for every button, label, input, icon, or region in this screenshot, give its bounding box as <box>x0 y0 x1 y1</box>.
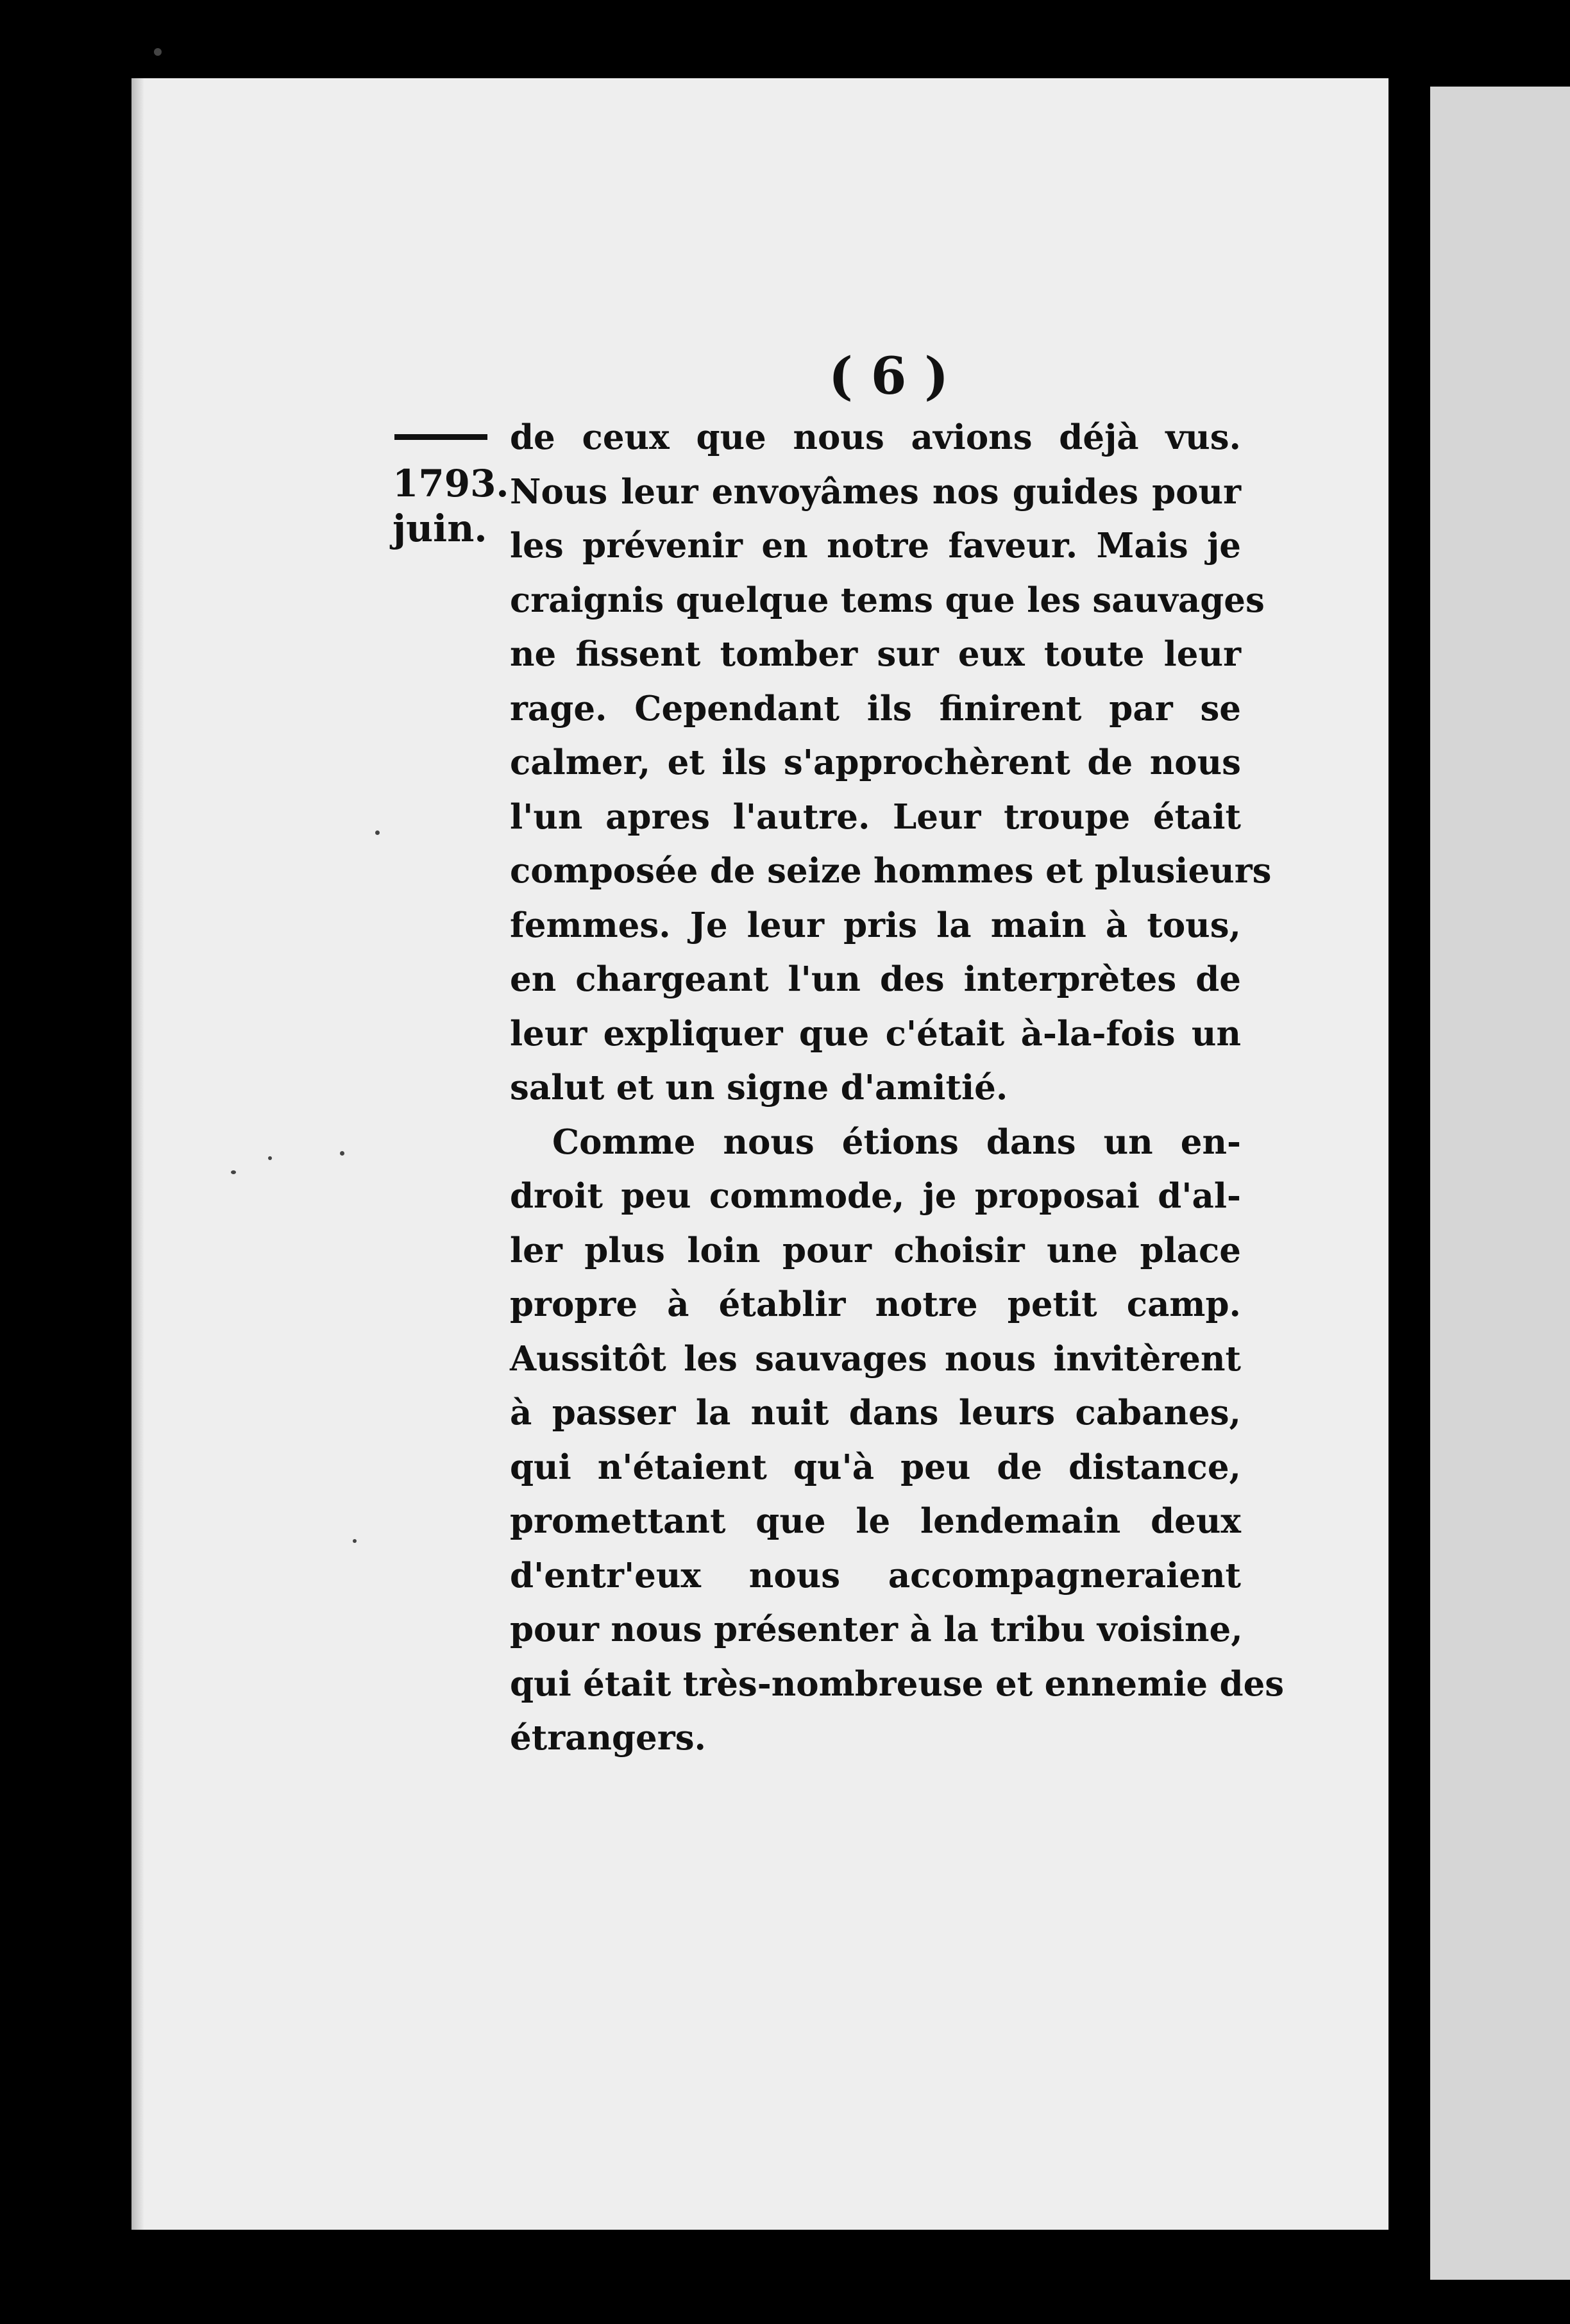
text-line: Nous leur envoyâmes nos guides pour <box>510 471 1241 512</box>
adjacent-page-edge <box>1430 87 1570 2280</box>
text-line: leur expliquer que c'était à-la-fois un <box>510 1013 1241 1054</box>
text-line: composée de seize hommes et plusieurs <box>510 851 1272 891</box>
paper-speck <box>268 1156 272 1160</box>
page-gutter-shadow <box>131 78 144 2230</box>
text-line: rage. Cependant ils finirent par se <box>510 688 1241 728</box>
text-line: promettant que le lendemain deux <box>510 1501 1241 1541</box>
margin-year: 1793. <box>393 462 509 505</box>
margin-month: juin. <box>393 507 487 550</box>
margin-rule <box>394 434 487 440</box>
text-line: d'entr'eux nous accompagneraient <box>510 1555 1241 1596</box>
text-line: l'un apres l'autre. Leur troupe était <box>510 796 1241 837</box>
text-line: craignis quelque tems que les sauvages <box>510 580 1265 620</box>
text-line: salut et un signe d'amitié. <box>510 1068 1008 1107</box>
body-text <box>510 410 1285 1765</box>
text-line: ler plus loin pour choisir une place <box>510 1230 1241 1270</box>
paper-speck <box>154 48 162 56</box>
text-line: en chargeant l'un des interprètes de <box>510 959 1241 999</box>
paper-speck <box>375 830 380 835</box>
paper-speck <box>340 1151 344 1156</box>
text-line: qui était très-nombreuse et ennemie des <box>510 1663 1285 1704</box>
paper-speck <box>353 1539 357 1543</box>
text-line: calmer, et ils s'approchèrent de nous <box>510 743 1241 782</box>
text-line: pour nous présenter à la tribu voisine, <box>510 1610 1243 1649</box>
text-line: qui n'étaient qu'à peu de distance, <box>510 1447 1241 1487</box>
text-line: à passer la nuit dans leurs cabanes, <box>510 1393 1241 1433</box>
paper-speck <box>231 1170 236 1174</box>
text-line: droit peu commode, je proposai d'al- <box>510 1176 1241 1216</box>
text-line: les prévenir en notre faveur. Mais je <box>510 526 1241 566</box>
text-line: de ceux que nous avions déjà vus. <box>510 417 1241 457</box>
text-line: ne fissent tomber sur eux toute leur <box>510 634 1241 674</box>
page-number: ( 6 ) <box>829 346 949 406</box>
text-line: étrangers. <box>510 1718 706 1758</box>
text-line: femmes. Je leur pris la main à tous, <box>510 905 1241 945</box>
text-line: Aussitôt les sauvages nous invitèrent <box>510 1338 1241 1379</box>
text-line: Comme nous étions dans un en- <box>552 1122 1241 1162</box>
text-line: propre à établir notre petit camp. <box>510 1284 1241 1324</box>
